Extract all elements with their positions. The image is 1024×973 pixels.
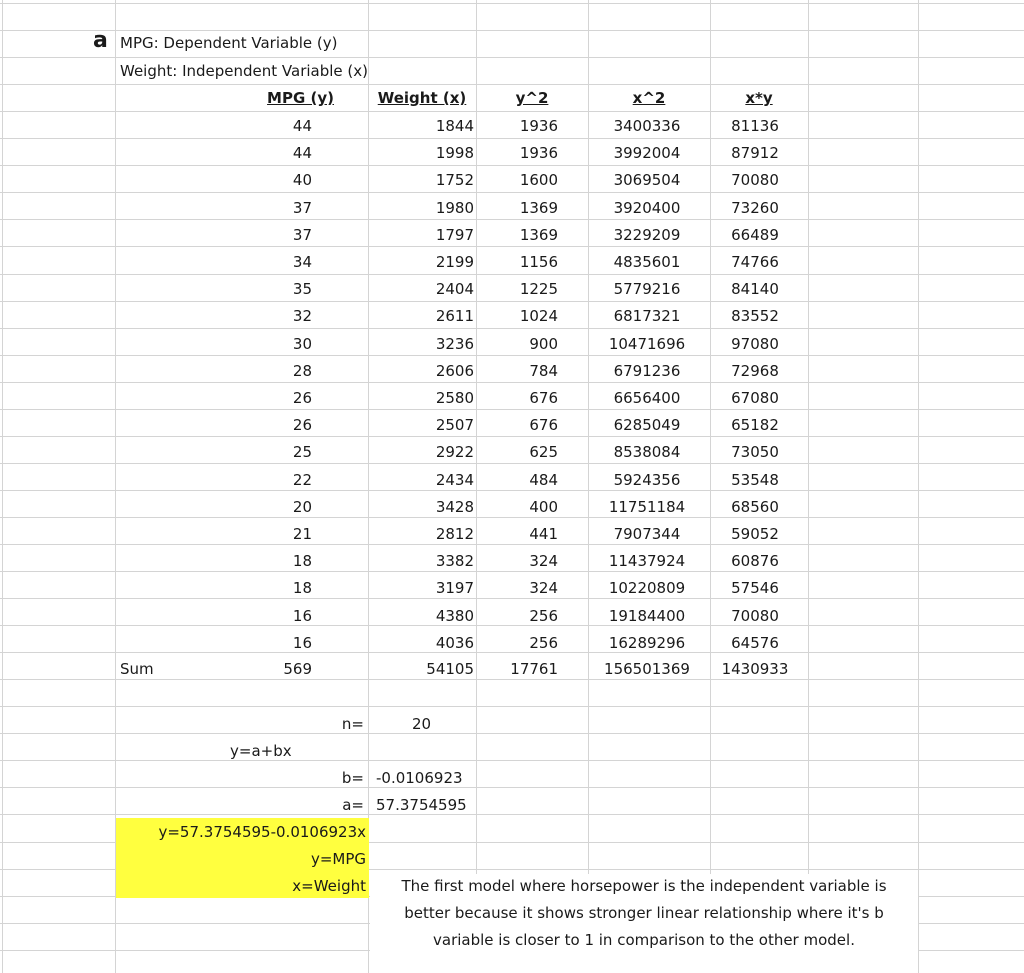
table-cell-mpg[interactable]: 28 — [292, 361, 312, 380]
table-cell-xy[interactable]: 73050 — [731, 443, 779, 462]
grid-row-line — [0, 760, 1024, 761]
table-cell-xy[interactable]: 83552 — [731, 307, 779, 326]
column-header-xy[interactable]: x*y — [745, 89, 773, 107]
grid-column-line — [476, 0, 477, 973]
table-cell-mpg[interactable]: 16 — [292, 606, 312, 625]
table-cell-x2[interactable]: 3229209 — [613, 225, 681, 244]
table-cell-y2[interactable]: 1936 — [519, 117, 558, 135]
table-cell-mpg[interactable]: 44 — [292, 117, 312, 135]
table-cell-xy[interactable]: 84140 — [731, 280, 779, 299]
table-cell-xy[interactable]: 70080 — [731, 606, 779, 625]
table-cell-mpg[interactable]: 25 — [292, 443, 312, 462]
table-cell-x2[interactable]: 3992004 — [613, 144, 681, 163]
grid-column-line — [918, 0, 919, 973]
table-cell-weight[interactable]: 2611 — [435, 307, 474, 326]
table-cell-y2[interactable]: 400 — [529, 497, 558, 516]
grid-row-line — [0, 3, 1024, 4]
table-cell-x2[interactable]: 5779216 — [613, 280, 681, 299]
table-cell-x2[interactable]: 11437924 — [608, 552, 686, 571]
part-label: a — [93, 28, 108, 53]
x-definition[interactable]: x=Weight — [292, 877, 366, 895]
b-value[interactable]: -0.0106923 — [376, 769, 463, 787]
intro-line-1[interactable]: MPG: Dependent Variable (y) — [120, 34, 338, 52]
grid-column-line — [2, 0, 3, 973]
table-cell-y2[interactable]: 1600 — [519, 171, 558, 190]
table-cell-xy[interactable]: 67080 — [731, 389, 779, 407]
table-cell-y2[interactable]: 1156 — [519, 253, 558, 271]
grid-row-line — [0, 706, 1024, 707]
table-cell-mpg[interactable]: 34 — [292, 253, 312, 271]
sum-label[interactable]: Sum — [120, 660, 154, 678]
table-cell-x2[interactable]: 6791236 — [613, 361, 681, 380]
table-cell-weight[interactable]: 3382 — [435, 552, 474, 571]
table-cell-xy[interactable]: 57546 — [731, 579, 779, 598]
conclusion-line-2[interactable]: better because it shows stronger linear relationship where it's b — [404, 904, 884, 922]
table-cell-x2[interactable]: 3069504 — [613, 171, 681, 190]
table-cell-weight[interactable]: 3197 — [435, 579, 474, 598]
table-cell-xy[interactable]: 70080 — [731, 171, 779, 190]
grid-row-line — [0, 111, 1024, 112]
table-cell-weight[interactable]: 3428 — [435, 497, 474, 516]
table-cell-xy[interactable]: 65182 — [731, 416, 779, 435]
table-cell-weight[interactable]: 1797 — [435, 225, 474, 244]
column-header-y2[interactable]: y^2 — [515, 89, 549, 107]
table-cell-y2[interactable]: 484 — [529, 470, 558, 489]
table-cell-mpg[interactable]: 40 — [292, 171, 312, 190]
table-cell-xy[interactable]: 59052 — [731, 525, 779, 543]
table-cell-y2[interactable]: 784 — [529, 361, 558, 380]
sum-y2[interactable]: 17761 — [510, 660, 558, 678]
table-cell-y2[interactable]: 441 — [529, 525, 558, 543]
table-cell-weight[interactable]: 3236 — [435, 334, 474, 353]
table-cell-y2[interactable]: 1369 — [519, 198, 558, 217]
table-cell-xy[interactable]: 81136 — [731, 117, 779, 135]
conclusion-line-3[interactable]: variable is closer to 1 in comparison to the other model. — [433, 931, 855, 949]
sum-x2[interactable]: 156501369 — [604, 660, 690, 678]
n-label[interactable]: n= — [341, 715, 364, 733]
a-value[interactable]: 57.3754595 — [376, 796, 467, 814]
table-cell-xy[interactable]: 72968 — [731, 361, 779, 380]
table-cell-x2[interactable]: 4835601 — [613, 253, 681, 271]
table-cell-mpg[interactable]: 16 — [292, 633, 312, 652]
table-cell-x2[interactable]: 19184400 — [608, 606, 686, 625]
table-cell-weight[interactable]: 4036 — [435, 633, 474, 652]
grid-row-line — [0, 733, 1024, 734]
table-cell-x2[interactable]: 6285049 — [613, 416, 681, 435]
table-cell-xy[interactable]: 64576 — [731, 633, 779, 652]
table-cell-y2[interactable]: 324 — [529, 552, 558, 571]
conclusion-line-1[interactable]: The first model where horsepower is the independent variable is — [401, 877, 887, 895]
table-cell-y2[interactable]: 1369 — [519, 225, 558, 244]
a-label[interactable]: a= — [342, 796, 364, 814]
table-cell-xy[interactable]: 73260 — [731, 198, 779, 217]
table-cell-mpg[interactable]: 18 — [292, 579, 312, 598]
table-cell-x2[interactable]: 10471696 — [608, 334, 686, 353]
grid-row-line — [0, 787, 1024, 788]
table-cell-weight[interactable]: 2507 — [435, 416, 474, 435]
table-cell-x2[interactable]: 6656400 — [613, 389, 681, 407]
intro-line-2[interactable]: Weight: Independent Variable (x) — [120, 62, 369, 80]
table-cell-mpg[interactable]: 32 — [292, 307, 312, 326]
table-cell-y2[interactable]: 1024 — [519, 307, 558, 326]
table-cell-y2[interactable]: 676 — [529, 416, 558, 435]
table-cell-y2[interactable]: 900 — [529, 334, 558, 353]
table-cell-x2[interactable]: 16289296 — [608, 633, 686, 652]
b-label[interactable]: b= — [341, 769, 364, 787]
table-cell-mpg[interactable]: 22 — [292, 470, 312, 489]
table-cell-y2[interactable]: 256 — [529, 606, 558, 625]
table-cell-weight[interactable]: 1844 — [435, 117, 474, 135]
table-cell-x2[interactable]: 6817321 — [613, 307, 681, 326]
grid-row-line — [0, 814, 1024, 815]
table-cell-x2[interactable]: 11751184 — [608, 497, 686, 516]
table-cell-xy[interactable]: 87912 — [731, 144, 779, 163]
table-cell-mpg[interactable]: 20 — [292, 497, 312, 516]
table-cell-y2[interactable]: 676 — [529, 389, 558, 407]
regression-equation[interactable]: y=57.3754595-0.0106923x — [158, 823, 366, 841]
column-header-x2[interactable]: x^2 — [632, 89, 666, 107]
table-cell-xy[interactable]: 68560 — [731, 497, 779, 516]
grid-column-line — [808, 0, 809, 973]
table-cell-xy[interactable]: 60876 — [731, 552, 779, 571]
column-header-mpg[interactable]: MPG (y) — [267, 89, 334, 107]
table-cell-y2[interactable]: 1225 — [519, 280, 558, 299]
table-cell-mpg[interactable]: 37 — [292, 198, 312, 217]
table-cell-x2[interactable]: 3920400 — [613, 198, 681, 217]
sum-xy[interactable]: 1430933 — [721, 660, 789, 678]
table-cell-weight[interactable]: 2812 — [435, 525, 474, 543]
table-cell-xy[interactable]: 53548 — [731, 470, 779, 489]
table-cell-xy[interactable]: 66489 — [731, 225, 779, 244]
table-cell-y2[interactable]: 324 — [529, 579, 558, 598]
table-cell-weight[interactable]: 1980 — [435, 198, 474, 217]
n-value[interactable]: 20 — [412, 715, 432, 733]
table-cell-x2[interactable]: 5924356 — [613, 470, 681, 489]
table-cell-weight[interactable]: 2434 — [435, 470, 474, 489]
table-cell-x2[interactable]: 8538084 — [613, 443, 681, 462]
table-cell-x2[interactable]: 3400336 — [613, 117, 681, 135]
column-header-weight[interactable]: Weight (x) — [377, 89, 467, 107]
table-cell-weight[interactable]: 2199 — [435, 253, 474, 271]
table-cell-weight[interactable]: 1752 — [435, 171, 474, 190]
table-cell-weight[interactable]: 1998 — [435, 144, 474, 163]
table-cell-mpg[interactable]: 26 — [292, 416, 312, 435]
table-cell-y2[interactable]: 1936 — [519, 144, 558, 163]
model-formula[interactable]: y=a+bx — [230, 742, 292, 760]
table-cell-mpg[interactable]: 37 — [292, 225, 312, 244]
table-cell-weight[interactable]: 4380 — [435, 606, 474, 625]
table-cell-weight[interactable]: 2580 — [435, 389, 474, 407]
table-cell-x2[interactable]: 10220809 — [608, 579, 686, 598]
table-cell-weight[interactable]: 2404 — [435, 280, 474, 299]
table-cell-mpg[interactable]: 30 — [292, 334, 312, 353]
y-definition[interactable]: y=MPG — [310, 850, 366, 868]
sum-mpg[interactable]: 569 — [283, 660, 312, 678]
table-cell-xy[interactable]: 97080 — [731, 334, 779, 353]
table-cell-mpg[interactable]: 35 — [292, 280, 312, 299]
table-cell-y2[interactable]: 256 — [529, 633, 558, 652]
table-cell-mpg[interactable]: 18 — [292, 552, 312, 571]
table-cell-xy[interactable]: 74766 — [731, 253, 779, 271]
table-cell-mpg[interactable]: 26 — [292, 389, 312, 407]
table-cell-mpg[interactable]: 21 — [292, 525, 312, 543]
table-cell-mpg[interactable]: 44 — [292, 144, 312, 163]
table-cell-x2[interactable]: 7907344 — [613, 525, 681, 543]
table-cell-y2[interactable]: 625 — [529, 443, 558, 462]
table-cell-weight[interactable]: 2922 — [435, 443, 474, 462]
table-cell-weight[interactable]: 2606 — [435, 361, 474, 380]
sum-weight[interactable]: 54105 — [426, 660, 474, 678]
